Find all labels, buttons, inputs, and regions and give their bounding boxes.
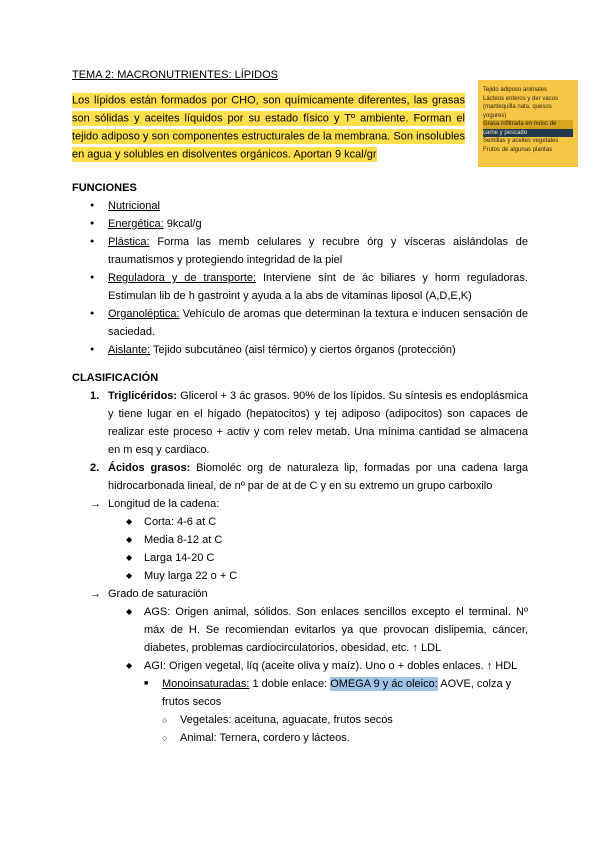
item-body: 9kcal/g [163, 218, 202, 230]
number-marker: 1. [90, 390, 100, 402]
diamond-item [126, 567, 528, 585]
section-heading-clasificacion: CLASIFICACIÓN [72, 372, 159, 384]
note-line: Tejido adiposo animales [483, 87, 548, 93]
item-lead: Triglicéridos: [108, 390, 178, 402]
circle-icon: ○ [162, 715, 168, 725]
item-body: Glicerol + 3 ác grasos. 90% de los lípidos. Su síntesis es endoplásmica y tiene lugar en el hígado (hepatocitos) y tej adiposo (adipocitos) son capaces de realizar este proceso + activ y com relev metab. Una mínima cantidad se almacena en m esq y cardiaco. [108, 390, 528, 456]
item-text: Media 8-12 at C [144, 534, 223, 546]
diamond-icon: ◆ [126, 607, 133, 616]
item-body: Forma las memb celulares y recubre órg y vísceras aislándolas de traumatismos y protegiendo integridad de la piel [108, 236, 528, 266]
omega-blue-highlight: OMEGA 9 y ác oleico: [330, 678, 438, 690]
item-text [108, 269, 528, 305]
item-lead: Energética: [108, 218, 164, 230]
bullet-icon: ● [90, 310, 95, 317]
diamond-icon: ◆ [126, 535, 133, 544]
numbered-item [90, 387, 528, 459]
numbered-item [90, 459, 528, 495]
diamond-icon: ◆ [126, 571, 133, 580]
list-item [90, 233, 528, 269]
item-lead: Organoléptica: [108, 308, 180, 320]
circle-item [162, 711, 528, 729]
item-text: Vegetales: aceituna, aguacate, frutos secos [180, 714, 393, 726]
yellow-highlight-text: Los lípidos están formados por CHO, son químicamente diferentes, las grasas son sólidas y aceites líquidos por su estado físico y Tº ambiente. Forman el tejido adiposo y son componentes estructurales de la membrana. Son insolubles en agua y solubles en disolventes orgánicos. Aportan 9 kcal/gr [72, 94, 465, 160]
item-lead: Aislante: [108, 344, 151, 356]
item-text: Longitud de la cadena: [108, 498, 220, 510]
item-body: Tejido subcutáneo (aisl térmico) y ciertos órganos (protección) [150, 344, 456, 356]
item-text: Muy larga 22 o + C [144, 570, 238, 582]
item-text [108, 305, 528, 341]
item-text [108, 459, 528, 495]
doc-title: TEMA 2: MACRONUTRIENTES: LÍPIDOS [72, 69, 278, 81]
item-text: Grado de saturación [108, 588, 208, 600]
diamond-item [126, 603, 528, 657]
item-text [108, 233, 528, 269]
square-icon: ■ [144, 680, 149, 687]
list-item [90, 305, 528, 341]
item-text [162, 675, 528, 711]
arrow-item [90, 495, 528, 513]
bullet-icon: ● [90, 274, 95, 281]
item-text: Animal: Ternera, cordero y lácteos. [180, 732, 350, 744]
item-text: AGS: Origen animal, sólidos. Son enlaces sencillos excepto el terminal. Nº máx de H. Se recomiendan evitarlos ya que provocan dislipemia, cáncer, diabetes, problemas cardiocirculatorios, obesidad, etc. ↑ LDL [144, 606, 528, 654]
item-text: Larga 14-20 C [144, 552, 215, 564]
funciones-list [72, 197, 528, 359]
item-text [108, 197, 528, 215]
item-lead: Ácidos grasos: [108, 462, 191, 474]
item-lead: Monoinsaturadas: [162, 678, 250, 690]
item-text [108, 215, 528, 233]
item-lead: Reguladora y de transporte: [108, 272, 257, 284]
number-marker: 2. [90, 462, 100, 474]
circle-icon: ○ [162, 733, 168, 743]
clasificacion-list [72, 387, 528, 747]
bullet-icon: ● [90, 346, 95, 353]
diamond-icon: ◆ [126, 661, 133, 670]
section-heading-funciones: FUNCIONES [72, 182, 137, 194]
bullet-icon: ● [90, 220, 95, 227]
note-line-dark: carne y pescado [483, 129, 573, 138]
item-text [108, 387, 528, 459]
circle-item [162, 729, 528, 747]
note-line: Frutos de algunas plantas [483, 146, 553, 153]
diamond-item [126, 657, 528, 675]
diamond-item [126, 549, 528, 567]
note-line-highlighted: Grasa infiltrada en músc de [483, 120, 573, 129]
item-body: 1 doble enlace: [249, 678, 331, 690]
list-item [90, 341, 528, 359]
list-item [90, 269, 528, 305]
bullet-icon: ● [90, 238, 95, 245]
note-line: yogures) [483, 112, 507, 119]
item-text: Corta: 4-6 at C [144, 516, 217, 528]
intro-paragraph [72, 91, 465, 163]
item-text [108, 341, 528, 359]
arrow-item [90, 585, 528, 603]
item-text: AGI: Origen vegetal, líq (aceite oliva y maíz). Uno o + dobles enlaces. ↑ HDL [144, 660, 518, 672]
diamond-icon: ◆ [126, 517, 133, 526]
item-lead: Plástica: [108, 236, 150, 248]
bullet-icon: ● [90, 202, 95, 209]
arrow-icon: → [90, 498, 101, 510]
note-line: Lácteos enteros y der vacos [483, 95, 559, 102]
item-body: Interviene sínt de ác biliares y horm reguladoras. Estimulan lib de h gastroint y ayuda a la abs de vitaminas liposol (A,D,E,K) [108, 272, 528, 302]
list-item [90, 197, 528, 215]
sticky-note [478, 80, 578, 167]
arrow-icon: → [90, 588, 101, 600]
diamond-icon: ◆ [126, 553, 133, 562]
diamond-item [126, 531, 528, 549]
note-line: (mantequilla nata, quesos [483, 104, 552, 110]
note-line: Semillas y aceites vegetales [483, 138, 559, 144]
item-lead: Nutricional [108, 200, 160, 212]
square-item [144, 675, 528, 711]
diamond-item [126, 513, 528, 531]
list-item [90, 215, 528, 233]
item-body: Biomoléc org de naturaleza lip, formadas por una cadena larga hidrocarbonada lineal, de nº par de at de C y en su extremo un grupo carboxilo [108, 462, 528, 492]
item-body: AOVE, colza y frutos secos [162, 678, 512, 708]
item-body: Vehículo de aromas que determinan la textura e inducen sensación de saciedad. [108, 308, 528, 338]
